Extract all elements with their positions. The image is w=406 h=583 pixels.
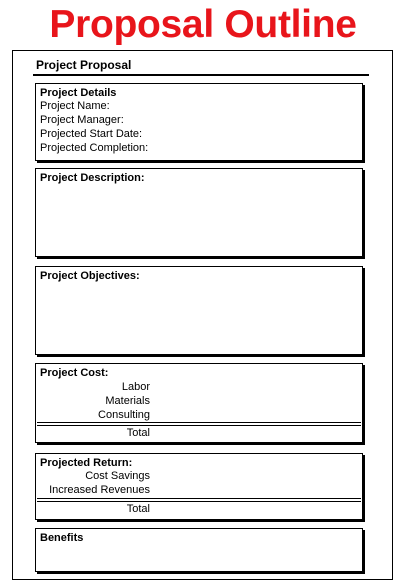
project-manager-field[interactable]: Project Manager: (40, 114, 124, 126)
projected-return-title: Projected Return: (40, 457, 133, 469)
projected-start-date-field[interactable]: Projected Start Date: (40, 128, 143, 140)
form-heading: Project Proposal (36, 58, 132, 72)
cost-labor-label: Labor (121, 381, 150, 393)
project-cost-box (35, 363, 363, 443)
projected-completion-field[interactable]: Projected Completion: (40, 142, 149, 154)
benefits-box[interactable] (35, 528, 363, 572)
cost-materials-label: Materials (105, 395, 150, 407)
cost-total-divider (37, 422, 361, 426)
return-total-divider (37, 498, 361, 502)
cost-total-label: Total (126, 427, 150, 439)
heading-divider (33, 74, 369, 76)
return-cost-savings-label: Cost Savings (85, 470, 150, 482)
page-title: Proposal Outline (49, 3, 357, 46)
return-total-label: Total (126, 503, 150, 515)
proposal-form-sheet (12, 50, 393, 580)
project-description-box[interactable] (35, 168, 363, 257)
project-objectives-title: Project Objectives: (40, 270, 140, 282)
projected-return-box (35, 453, 363, 520)
benefits-title: Benefits (40, 532, 84, 544)
project-objectives-box[interactable] (35, 266, 363, 355)
project-details-title: Project Details (40, 87, 117, 99)
return-increased-revenues-label: Increased Revenues (49, 484, 150, 496)
project-details-box (35, 83, 363, 161)
project-name-field[interactable]: Project Name: (40, 100, 110, 112)
project-description-title: Project Description: (40, 172, 145, 184)
cost-consulting-label: Consulting (98, 409, 150, 421)
project-cost-title: Project Cost: (40, 367, 109, 379)
